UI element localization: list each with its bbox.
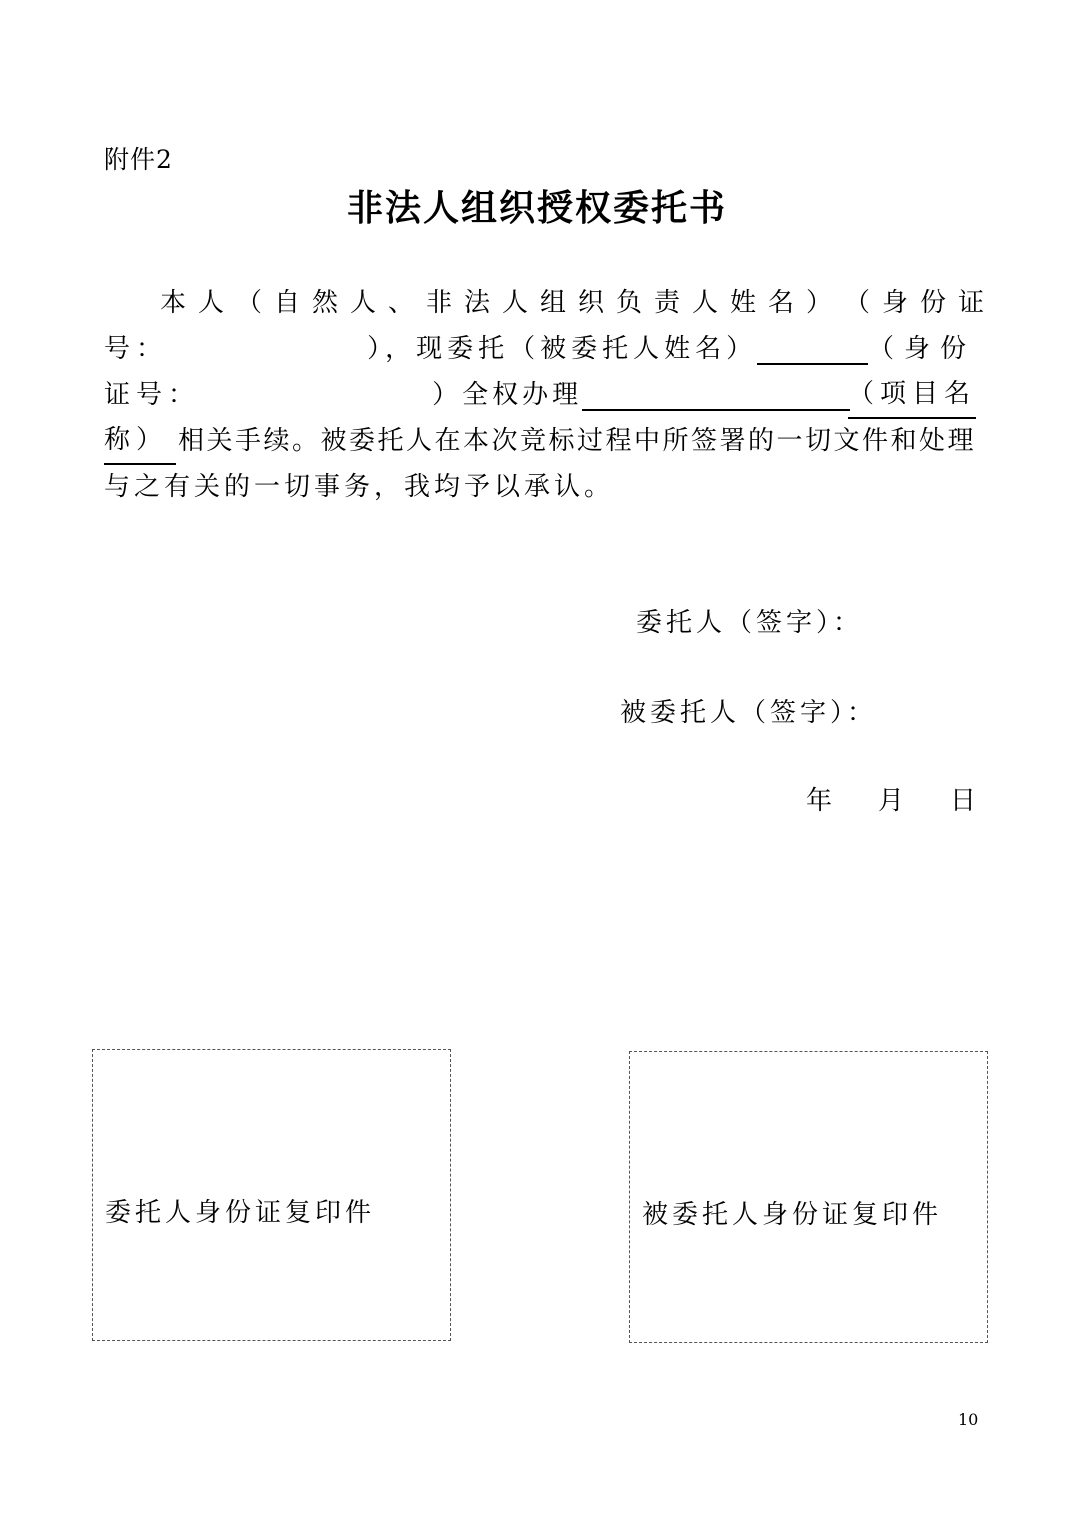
- agent-id-copy-label: 被委托人身份证复印件: [642, 1200, 943, 1230]
- text-span: ）全权办理: [432, 380, 583, 410]
- principal-id-copy-box: [92, 1049, 451, 1341]
- agent-name-blank: [757, 333, 868, 365]
- annex-label: 附件2: [104, 145, 173, 174]
- paragraph-line-2: [104, 326, 976, 372]
- paragraph-line-4: [104, 418, 976, 464]
- project-name-blank: [582, 379, 850, 411]
- date-line: [806, 780, 976, 817]
- date-year: 年: [806, 786, 833, 816]
- agent-signature-label: 被委托人（签字）：: [620, 698, 878, 728]
- text-span: 与之有关的一切事务，我均予以承认。: [104, 472, 615, 502]
- text-span: 号：: [104, 334, 169, 364]
- text-span: （身份证: [844, 288, 997, 318]
- text-span: 证号：: [104, 380, 201, 410]
- date-day: 日: [949, 786, 976, 816]
- paragraph-line-3: [104, 372, 976, 418]
- document-title: 非法人组织授权委托书: [346, 188, 727, 229]
- paragraph-line-5: [104, 464, 976, 510]
- id-number-gap: [200, 380, 432, 410]
- text-span: ），现委托（被委托人姓名）: [367, 334, 758, 364]
- date-month: 月: [877, 786, 904, 816]
- paragraph-line-1: [160, 280, 997, 326]
- page-number: 10: [958, 1410, 979, 1429]
- principal-id-copy-label: 委托人身份证复印件: [105, 1198, 376, 1228]
- text-span: （项目名: [848, 371, 976, 419]
- agent-id-copy-box: [629, 1051, 988, 1343]
- text-span: 本人（自然人、非法人组织负责人姓名）: [160, 288, 845, 318]
- text-span: 称）: [104, 417, 176, 465]
- id-number-gap: [168, 334, 367, 364]
- principal-signature-label: 委托人（签字）：: [636, 608, 864, 638]
- text-span: （身份: [867, 334, 976, 364]
- text-span: 相关手续。被委托人在本次竞标过程中所签署的一切文件和处理: [177, 426, 976, 456]
